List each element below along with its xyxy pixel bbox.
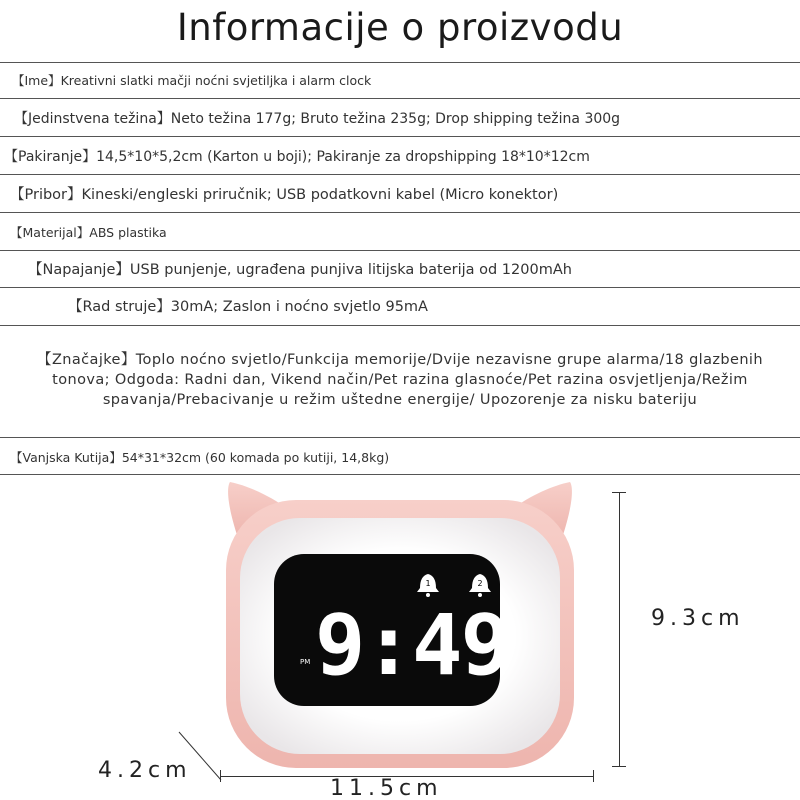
features-block: [30, 350, 770, 410]
spec-row-packaging: [4, 146, 800, 166]
divider: [0, 62, 800, 63]
spec-row-accessories: [10, 183, 800, 204]
spec-label: 【Pakiranje】: [4, 149, 97, 165]
features-label: 【Značajke】: [37, 352, 136, 368]
spec-label: 【Ime】: [12, 73, 61, 88]
spec-value: Kineski/engleski priručnik; USB podatkovni kabel (Micro konektor): [81, 187, 559, 203]
divider: [0, 437, 800, 438]
spec-label: 【Jedinstvena težina】: [14, 111, 171, 127]
spec-value: ABS plastika: [89, 225, 167, 240]
width-dimension-tick-right: [593, 770, 594, 782]
divider: [0, 212, 800, 213]
spec-row-outer-box: [10, 448, 800, 466]
spec-label: 【Pribor】: [10, 187, 82, 203]
spec-value: 30mA; Zaslon i noćno svjetlo 95mA: [170, 299, 428, 315]
divider: [0, 325, 800, 326]
spec-row-weight: [14, 108, 800, 128]
spec-value: 54*31*32cm (60 komada po kutiji, 14,8kg): [121, 450, 390, 465]
spec-value: 14,5*10*5,2cm (Karton u boji); Pakiranje za dropshipping 18*10*12cm: [96, 149, 590, 165]
spec-row-name: [12, 71, 800, 89]
divider: [0, 250, 800, 251]
divider: [0, 474, 800, 475]
divider: [0, 136, 800, 137]
page-title: Informacije o proizvodu: [176, 6, 624, 49]
divider: [0, 287, 800, 288]
spec-row-material: [10, 223, 800, 241]
width-dimension-label: 11.5cm: [330, 776, 443, 800]
height-dimension-tick-bottom: [612, 766, 626, 767]
features-value: Toplo noćno svjetlo/Funkcija memorije/Dvije nezavisne grupe alarma/18 glazbenih tonova; Odgoda: Radni dan, Vikend način/Pet razina glasnoće/Pet razina osvjetljenja/Režim spavanja/Prebacivanje u režim uštedne energije/ Upozorenje za nisku bateriju: [52, 352, 763, 408]
depth-dimension-label: 4.2cm: [98, 758, 192, 783]
height-dimension-line: [619, 492, 620, 766]
spec-value: Neto težina 177g; Bruto težina 235g; Drop shipping težina 300g: [170, 111, 621, 127]
ampm-indicator: PM: [300, 658, 311, 666]
spec-row-current: [68, 295, 800, 316]
divider: [0, 174, 800, 175]
spec-value: USB punjenje, ugrađena punjiva litijska baterija od 1200mAh: [129, 262, 572, 278]
alarm-2-number: 2: [477, 579, 483, 588]
spec-row-power: [28, 258, 800, 279]
height-dimension-tick-top: [612, 492, 626, 493]
clock-time: 9:49: [314, 596, 510, 694]
height-dimension-label: 9.3cm: [651, 606, 745, 631]
spec-label: 【Napajanje】: [28, 262, 130, 278]
spec-label: 【Rad struje】: [68, 299, 171, 315]
cat-alarm-clock-image: [220, 478, 580, 768]
alarm-1-number: 1: [425, 579, 431, 588]
spec-label: 【Vanjska Kutija】: [10, 450, 122, 465]
divider: [0, 98, 800, 99]
spec-label: 【Materijal】: [10, 225, 90, 240]
spec-value: Kreativni slatki mačji noćni svjetiljka i alarm clock: [60, 73, 372, 88]
